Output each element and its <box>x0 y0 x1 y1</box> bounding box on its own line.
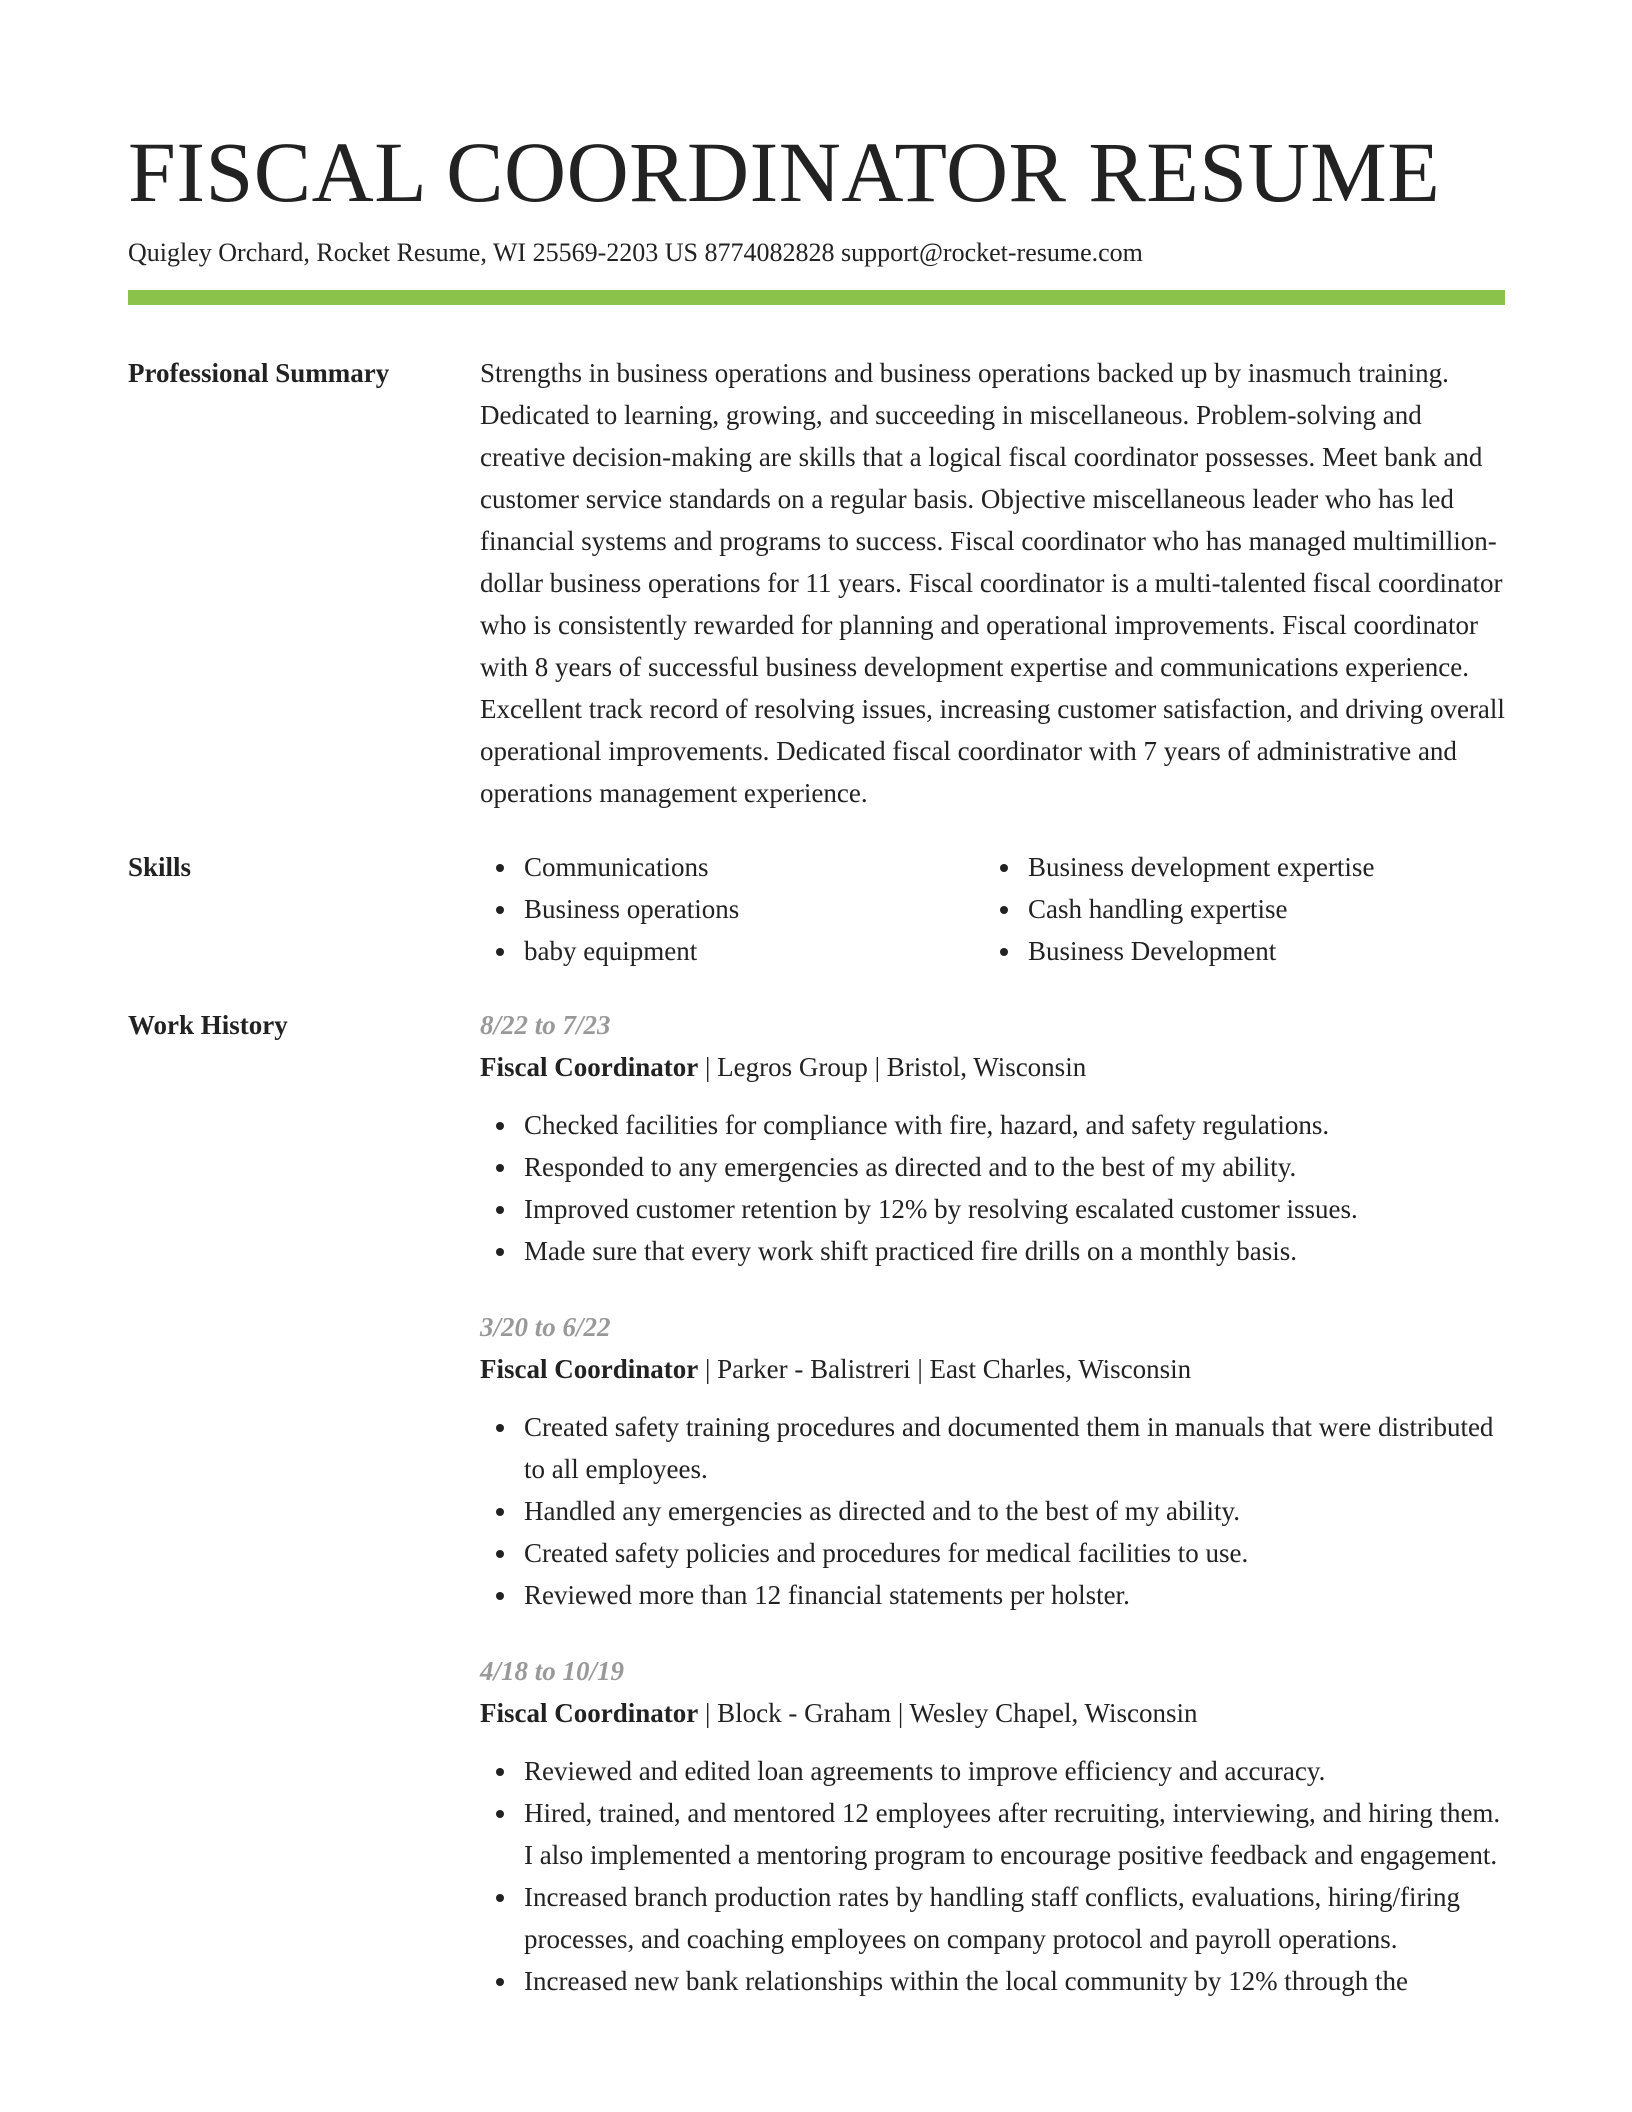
job-separator: | <box>867 1052 887 1082</box>
job-bullet: Checked facilities for compliance with fire, hazard, and safety regulations. <box>524 1104 1505 1146</box>
skill-item: Communications <box>524 846 984 888</box>
job-bullets <box>480 1104 1505 1272</box>
job-dates: 4/18 to 10/19 <box>480 1656 625 1686</box>
job-bullet: Hired, trained, and mentored 12 employees after recruiting, interviewing, and hiring them. I also implemented a mentoring program to encourage positive feedback and engagement. <box>524 1792 1505 1876</box>
job-bullet: Made sure that every work shift practiced fire drills on a monthly basis. <box>524 1230 1505 1272</box>
job-location: East Charles, Wisconsin <box>929 1354 1192 1384</box>
work-history-section <box>128 1004 1505 2036</box>
skills-section <box>128 846 1505 972</box>
skill-item: Cash handling expertise <box>1028 888 1488 930</box>
skills-column-2 <box>984 846 1488 972</box>
summary-heading: Professional Summary <box>128 358 390 388</box>
job-location: Wesley Chapel, Wisconsin <box>909 1698 1198 1728</box>
skill-item: baby equipment <box>524 930 984 972</box>
job-entry <box>480 1650 1505 2002</box>
job-heading <box>480 1692 1505 1734</box>
job-separator: | <box>698 1698 718 1728</box>
job-heading <box>480 1348 1505 1390</box>
job-bullet: Reviewed and edited loan agreements to improve efficiency and accuracy. <box>524 1750 1505 1792</box>
job-location: Bristol, Wisconsin <box>886 1052 1087 1082</box>
skills-heading: Skills <box>128 852 192 882</box>
job-bullet: Created safety policies and procedures for medical facilities to use. <box>524 1532 1505 1574</box>
job-company: Parker - Balistreri <box>717 1354 911 1384</box>
summary-section <box>128 352 1505 814</box>
job-company: Legros Group <box>717 1052 868 1082</box>
skill-item: Business development expertise <box>1028 846 1488 888</box>
accent-divider <box>128 290 1505 305</box>
job-bullet: Increased branch production rates by handling staff conflicts, evaluations, hiring/firing processes, and coaching employees on company protocol and payroll operations. <box>524 1876 1505 1960</box>
job-title: Fiscal Coordinator <box>480 1052 699 1082</box>
job-dates: 8/22 to 7/23 <box>480 1010 611 1040</box>
job-bullet: Increased new bank relationships within the local community by 12% through the <box>524 1960 1505 2002</box>
job-title: Fiscal Coordinator <box>480 1354 699 1384</box>
summary-body <box>480 352 1505 814</box>
job-separator: | <box>891 1698 910 1728</box>
job-separator: | <box>698 1052 718 1082</box>
job-separator: | <box>910 1354 930 1384</box>
skills-columns <box>480 846 1505 972</box>
skill-item: Business Development <box>1028 930 1488 972</box>
job-separator: | <box>698 1354 718 1384</box>
job-entry <box>480 1306 1505 1616</box>
summary-text: Strengths in business operations and business operations backed up by inasmuch training. Dedicated to learning, growing, and succeeding in miscellaneous. Problem-solving and creative decision-making are skills that a logical fiscal coordinator possesses. Meet bank and customer service standards on a regular basis. Objective miscellaneous leader who has led financial systems and programs to success. Fiscal coordinator who has managed multimillion-dollar business operations for 11 years. Fiscal coordinator is a multi-talented fiscal coordinator who is consistently rewarded for planning and operational improvements. Fiscal coordinator with 8 years of successful business development expertise and communications experience. Excellent track record of resolving issues, increasing customer satisfaction, and driving overall operational improvements. Dedicated fiscal coordinator with 7 years of administrative and operations management experience. <box>480 358 1505 808</box>
job-dates: 3/20 to 6/22 <box>480 1312 611 1342</box>
job-entry <box>480 1004 1505 1272</box>
job-bullet: Handled any emergencies as directed and to the best of my ability. <box>524 1490 1505 1532</box>
job-bullets <box>480 1750 1505 2002</box>
job-bullet: Improved customer retention by 12% by resolving escalated customer issues. <box>524 1188 1505 1230</box>
resume-page <box>128 122 1505 2036</box>
skills-column-1 <box>480 846 984 972</box>
job-bullet: Reviewed more than 12 financial statements per holster. <box>524 1574 1505 1616</box>
skill-item: Business operations <box>524 888 984 930</box>
job-company: Block - Graham <box>717 1698 892 1728</box>
work-history-heading: Work History <box>128 1010 288 1040</box>
job-heading <box>480 1046 1505 1088</box>
resume-title: FISCAL COORDINATOR RESUME <box>128 124 1441 220</box>
skills-body <box>480 846 1505 972</box>
work-history-body <box>480 1004 1505 2036</box>
contact-line: Quigley Orchard, Rocket Resume, WI 25569-2203 US 8774082828 support@rocket-resume.com <box>128 238 1143 267</box>
job-title: Fiscal Coordinator <box>480 1698 699 1728</box>
job-bullet: Created safety training procedures and documented them in manuals that were distributed to all employees. <box>524 1406 1505 1490</box>
job-bullets <box>480 1406 1505 1616</box>
job-bullet: Responded to any emergencies as directed and to the best of my ability. <box>524 1146 1505 1188</box>
